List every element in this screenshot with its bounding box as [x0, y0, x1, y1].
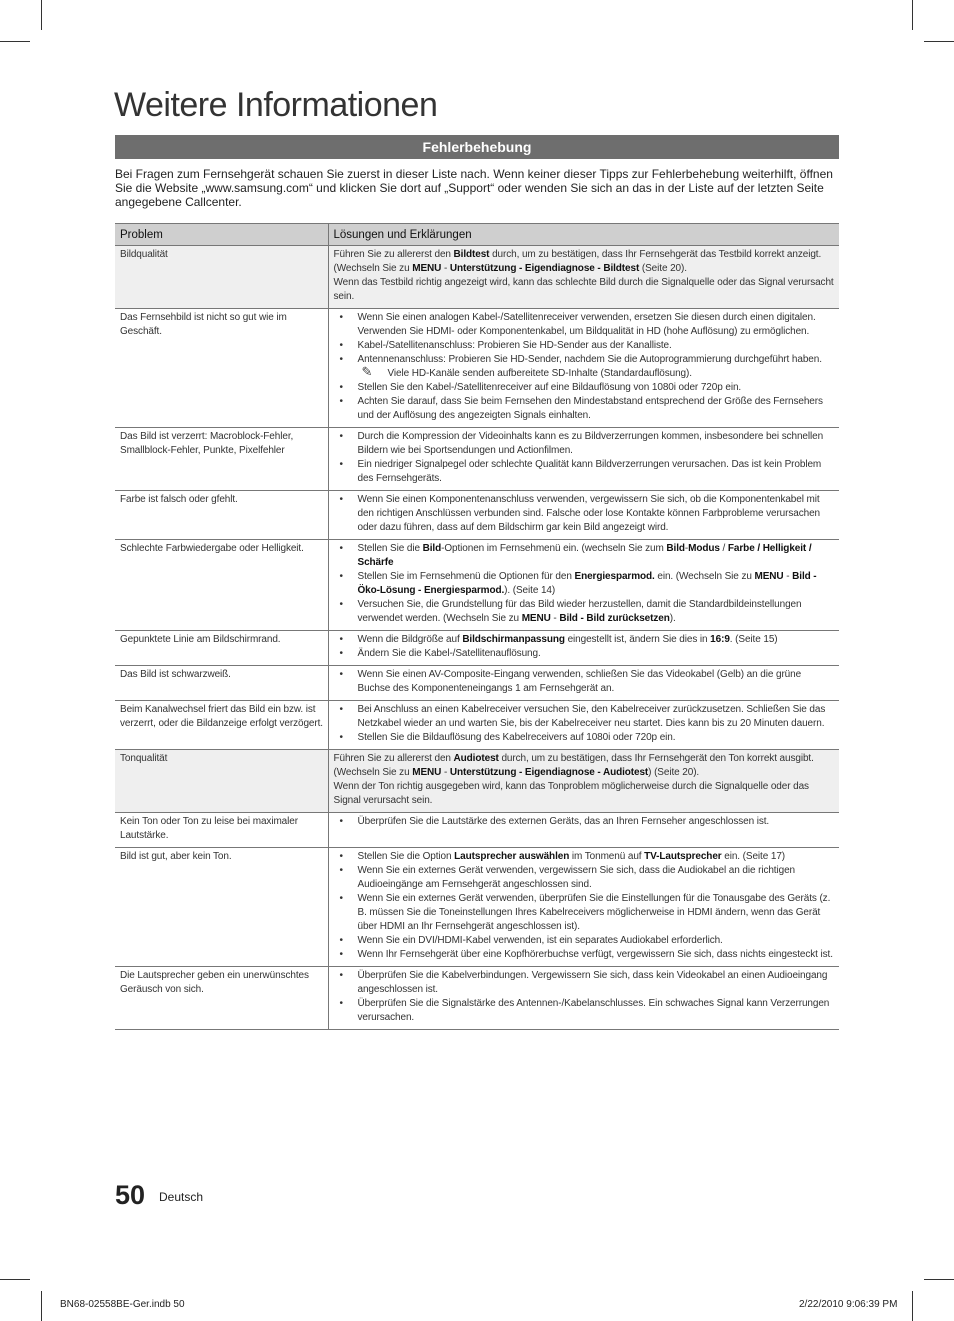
solution-list	[334, 850, 836, 962]
table-row	[115, 428, 839, 491]
list-item: • Überprüfen Sie die Signalstärke des Antennen-/Kabelanschlusses. Ein schwaches Signal kann Verzerrungen verursachen.	[334, 997, 836, 1025]
list-item: • Versuchen Sie, die Grundstellung für das Bild wieder herzustellen, damit die Standardbildeinstellungen verwendet werden. (Wechseln Sie zu MENU - Bild - Bild zurücksetzen).	[334, 598, 836, 626]
solution-list	[334, 311, 836, 423]
list-item: • Wenn Sie einen AV-Composite-Eingang verwenden, schließen Sie das Videokabel (Gelb) an die grüne Buchse des Komponenteneingangs 1 am Fernsehgerät an.	[334, 668, 836, 696]
solution-cell: Führen Sie zu allererst den Audiotest durch, um zu bestätigen, dass Ihr Fernsehgerät den Ton korrekt ausgibt. (Wechseln Sie zu MENU - Unterstützung - Eigendiagnose - Audiotest) (Seite 20). Wenn der Ton richtig ausgegeben wird, kann das Tonproblem möglicherweise durch die Signalquelle oder das Signal verursacht sein.	[328, 750, 839, 813]
problem-cell: Tonqualität	[115, 750, 328, 813]
solution-list	[334, 815, 836, 829]
print-footer-date: 2/22/2010 9:06:39 PM	[799, 1299, 898, 1310]
troubleshooting-table	[115, 223, 839, 1030]
solution-cell	[328, 967, 839, 1030]
table-row	[115, 631, 839, 666]
list-item: • Wenn Sie einen Komponentenanschluss verwenden, vergewissern Sie sich, ob die Komponentenkabel mit den richtigen Anschlüssen verbunden sind. Falsche oder lose Kontakte können Farbprobleme verursachen oder dazu führen, dass auf dem Bildschirm gar kein Bild angezeigt wird.	[334, 493, 836, 535]
crop-mark-left-top	[0, 41, 30, 42]
pencil-note-icon: ✎	[361, 364, 373, 379]
list-item: • Bei Anschluss an einen Kabelreceiver versuchen Sie, den Kabelreceiver zurückzusetzen. Schließen Sie das Netzkabel wieder an und warten Sie, bis der Kabelreceiver neu startet. Dies kann bis zu 20 Minuten dauern.	[334, 703, 836, 731]
solution-cell	[328, 666, 839, 701]
page-title: Weitere Informationen	[114, 86, 438, 124]
table-row	[115, 246, 839, 309]
solution-list	[334, 493, 836, 535]
list-item: • Durch die Kompression der Videoinhalts kann es zu Bildverzerrungen kommen, insbesondere bei schnellen Bildern wie bei Sportsendungen und Actionfilmen.	[334, 430, 836, 458]
list-item: • Wenn Sie ein DVI/HDMI-Kabel verwenden, ist ein separates Audiokabel erforderlich.	[334, 934, 836, 948]
intro-paragraph: Bei Fragen zum Fernsehgerät schauen Sie zuerst in dieser Liste nach. Wenn keiner dieser Tipps zur Fehlerbehebung weiterhilft, öffnen Sie die Website „www.samsung.com“ und klicken Sie dort auf „Support“ oder wenden Sie sich an das in der Liste auf der letzten Seite angegebene Callcenter.	[115, 167, 833, 210]
solution-cell	[328, 631, 839, 666]
table-row	[115, 666, 839, 701]
list-item: • Achten Sie darauf, dass Sie beim Fernsehen den Mindestabstand entsprechend der Größe des Fernsehers und der Auflösung des angezeigten Signals einhalten.	[334, 395, 836, 423]
solution-list	[334, 542, 836, 626]
crop-mark-top-left	[41, 0, 42, 30]
page-language: Deutsch	[159, 1190, 204, 1204]
list-item: • Stellen Sie die Bildauflösung des Kabelreceivers auf 1080i oder 720p ein.	[334, 731, 836, 745]
list-item: • Kabel-/Satellitenanschluss: Probieren Sie HD-Sender aus der Kanalliste.	[334, 339, 836, 353]
solution-cell	[328, 848, 839, 967]
solution-list	[334, 668, 836, 696]
list-item: • Wenn Sie ein externes Gerät verwenden, vergewissern Sie sich, dass die Audiokabel an die richtigen Audioeingänge am Fernsehgerät angeschlossen sind.	[334, 864, 836, 892]
problem-cell: Das Bild ist schwarzweiß.	[115, 666, 328, 701]
note-text: Viele HD-Kanäle senden aufbereitete SD-Inhalte (Standardauflösung).	[387, 368, 692, 379]
list-item: • Stellen Sie den Kabel-/Satellitenreceiver auf eine Bildauflösung von 1080i oder 720p ein.	[334, 381, 836, 395]
crop-mark-top-right	[912, 0, 913, 30]
table-row	[115, 848, 839, 967]
table-row	[115, 750, 839, 813]
solution-cell	[328, 491, 839, 540]
list-item: • Stellen Sie die Option Lautsprecher auswählen im Tonmenü auf TV-Lautsprecher ein. (Seite 17)	[334, 850, 836, 864]
list-item: • Wenn die Bildgröße auf Bildschirmanpassung eingestellt ist, ändern Sie dies in 16:9. (Seite 15)	[334, 633, 836, 647]
table-body	[115, 246, 839, 1030]
list-item: • Stellen Sie die Bild-Optionen im Fernsehmenü ein. (wechseln Sie zum Bild-Modus / Farbe / Helligkeit / Schärfe	[334, 542, 836, 570]
list-item: • Antennenanschluss: Probieren Sie HD-Sender, nachdem Sie die Autoprogrammierung durchgeführt haben.	[334, 353, 836, 367]
solution-list	[334, 430, 836, 486]
solution-cell: Führen Sie zu allererst den Bildtest durch, um zu bestätigen, dass Ihr Fernsehgerät das Testbild korrekt anzeigt. (Wechseln Sie zu MENU - Unterstützung - Eigendiagnose - Bildtest (Seite 20). Wenn das Testbild richtig angezeigt wird, kann das schlechte Bild durch die Signalquelle oder das Signal verursacht sein.	[328, 246, 839, 309]
problem-cell: Das Bild ist verzerrt: Macroblock-Fehler, Smallblock-Fehler, Punkte, Pixelfehler	[115, 428, 328, 491]
problem-cell: Gepunktete Linie am Bildschirmrand.	[115, 631, 328, 666]
problem-cell: Bild ist gut, aber kein Ton.	[115, 848, 328, 967]
print-footer-file: BN68-02558BE-Ger.indb 50	[60, 1299, 185, 1310]
solution-cell	[328, 540, 839, 631]
list-item: • Überprüfen Sie die Kabelverbindungen. Vergewissern Sie sich, dass kein Videokabel an einen Audioeingang angeschlossen ist.	[334, 969, 836, 997]
solution-list	[334, 633, 836, 661]
section-header: Fehlerbehebung	[115, 135, 839, 159]
table-row	[115, 540, 839, 631]
solution-list	[334, 703, 836, 745]
list-item: • Stellen Sie im Fernsehmenü die Optionen für den Energiesparmod. ein. (Wechseln Sie zu MENU - Bild - Öko-Lösung - Energiesparmod.). (Seite 14)	[334, 570, 836, 598]
table-row	[115, 813, 839, 848]
crop-mark-bottom-right	[912, 1291, 913, 1321]
solution-cell	[328, 813, 839, 848]
crop-mark-right-bottom	[924, 1279, 954, 1280]
table-row	[115, 701, 839, 750]
problem-cell: Farbe ist falsch oder gfehlt.	[115, 491, 328, 540]
problem-cell: Bildqualität	[115, 246, 328, 309]
problem-cell: Kein Ton oder Ton zu leise bei maximaler Lautstärke.	[115, 813, 328, 848]
crop-mark-left-bottom	[0, 1279, 30, 1280]
table-row	[115, 967, 839, 1030]
note-item	[334, 364, 836, 381]
list-item: • Wenn Ihr Fernsehgerät über eine Kopfhörerbuchse verfügt, vergewissern Sie sich, dass nichts eingesteckt ist.	[334, 948, 836, 962]
list-item: • Wenn Sie einen analogen Kabel-/Satellitenreceiver verwenden, ersetzen Sie diesen durch einen digitalen. Verwenden Sie HDMI- oder Komponentenkabel, um Bildqualität in HD (hohe Auflösung) zu ermöglichen.	[334, 311, 836, 339]
list-item: • Ändern Sie die Kabel-/Satellitenauflösung.	[334, 647, 836, 661]
table-header-row	[115, 224, 839, 246]
header-problem: Problem	[115, 224, 328, 246]
problem-cell: Die Lautsprecher geben ein unerwünschtes Geräusch von sich.	[115, 967, 328, 1030]
problem-cell: Beim Kanalwechsel friert das Bild ein bzw. ist verzerrt, oder die Bildanzeige erfolgt verzögert.	[115, 701, 328, 750]
solution-list	[334, 969, 836, 1025]
problem-cell: Schlechte Farbwiedergabe oder Helligkeit.	[115, 540, 328, 631]
list-item: • Wenn Sie ein externes Gerät verwenden, überprüfen Sie die Einstellungen für die Tonausgabe des Geräts (z. B. müssen Sie die Toneinstellungen Ihres Kabelreceivers möglicherweise in HDMI ändern, wenn das Gerät über HDMI an Ihr Fernsehgerät angeschlossen ist).	[334, 892, 836, 934]
table-row	[115, 309, 839, 428]
crop-mark-bottom-left	[41, 1291, 42, 1321]
list-item: • Ein niedriger Signalpegel oder schlechte Qualität kann Bildverzerrungen verursachen. Das ist kein Problem des Fernsehgeräts.	[334, 458, 836, 486]
table-row	[115, 491, 839, 540]
list-item: • Überprüfen Sie die Lautstärke des externen Geräts, das an Ihren Fernseher angeschlossen ist.	[334, 815, 836, 829]
page-number: 50	[115, 1180, 146, 1210]
problem-cell: Das Fernsehbild ist nicht so gut wie im Geschäft.	[115, 309, 328, 428]
crop-mark-right-top	[924, 41, 954, 42]
header-solutions: Lösungen und Erklärungen	[328, 224, 839, 246]
solution-cell	[328, 701, 839, 750]
solution-cell	[328, 428, 839, 491]
solution-cell	[328, 309, 839, 428]
